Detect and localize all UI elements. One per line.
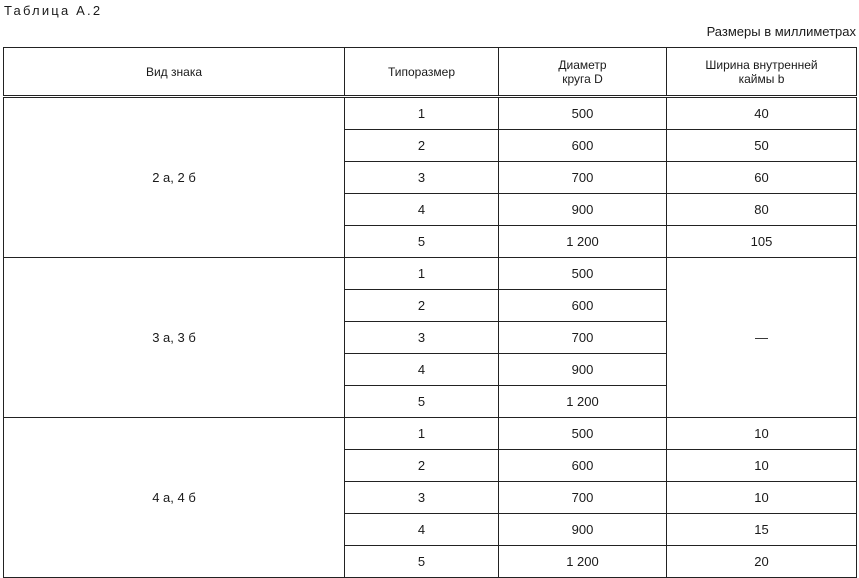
width-cell: 10	[667, 450, 857, 482]
header-diameter-line1: Диаметр	[558, 57, 607, 72]
diameter-cell: 900	[499, 354, 667, 386]
diameter-cell: 1 200	[499, 226, 667, 258]
diameter-cell: 600	[499, 290, 667, 322]
size-cell: 1	[345, 258, 499, 290]
diameter-cell: 1 200	[499, 546, 667, 578]
group-4a-4b	[4, 418, 857, 578]
diameter-cell: 500	[499, 97, 667, 130]
table-row	[4, 97, 857, 130]
header-size: Типоразмер	[345, 48, 499, 97]
diameter-cell: 500	[499, 258, 667, 290]
header-kind: Вид знака	[4, 48, 345, 97]
header-diameter-line2: круга D	[562, 71, 603, 86]
diameter-cell: 500	[499, 418, 667, 450]
header-width-line2: каймы b	[738, 71, 785, 86]
size-cell: 5	[345, 226, 499, 258]
diameter-cell: 900	[499, 514, 667, 546]
sign-kind-cell: 3 а, 3 б	[4, 258, 345, 418]
size-cell: 4	[345, 194, 499, 226]
diameter-cell: 1 200	[499, 386, 667, 418]
units-note: Размеры в миллиметрах	[706, 24, 856, 39]
group-3a-3b	[4, 258, 857, 418]
width-cell: 40	[667, 97, 857, 130]
group-2a-2b	[4, 97, 857, 258]
header-width	[667, 48, 857, 97]
table-caption: Таблица А.2	[4, 3, 103, 18]
width-cell: 60	[667, 162, 857, 194]
size-cell: 4	[345, 514, 499, 546]
diameter-cell: 700	[499, 322, 667, 354]
size-cell: 3	[345, 162, 499, 194]
dimensions-table	[3, 47, 857, 578]
diameter-cell: 700	[499, 162, 667, 194]
sign-kind-cell: 2 а, 2 б	[4, 97, 345, 258]
table-row	[4, 418, 857, 450]
diameter-cell: 900	[499, 194, 667, 226]
width-cell: 20	[667, 546, 857, 578]
size-cell: 2	[345, 450, 499, 482]
size-cell: 1	[345, 97, 499, 130]
width-cell: 50	[667, 130, 857, 162]
diameter-cell: 600	[499, 450, 667, 482]
size-cell: 5	[345, 386, 499, 418]
width-cell: 105	[667, 226, 857, 258]
header-row	[4, 48, 857, 97]
size-cell: 4	[345, 354, 499, 386]
sign-kind-cell: 4 а, 4 б	[4, 418, 345, 578]
diameter-cell: 700	[499, 482, 667, 514]
table-row	[4, 258, 857, 290]
header-width-line1: Ширина внутренней	[705, 57, 818, 72]
header-diameter	[499, 48, 667, 97]
size-cell: 2	[345, 290, 499, 322]
size-cell: 5	[345, 546, 499, 578]
size-cell: 1	[345, 418, 499, 450]
width-cell: 15	[667, 514, 857, 546]
diameter-cell: 600	[499, 130, 667, 162]
size-cell: 3	[345, 322, 499, 354]
width-cell: 10	[667, 482, 857, 514]
width-cell: 80	[667, 194, 857, 226]
size-cell: 3	[345, 482, 499, 514]
width-merged-cell: —	[667, 258, 857, 418]
width-cell: 10	[667, 418, 857, 450]
size-cell: 2	[345, 130, 499, 162]
